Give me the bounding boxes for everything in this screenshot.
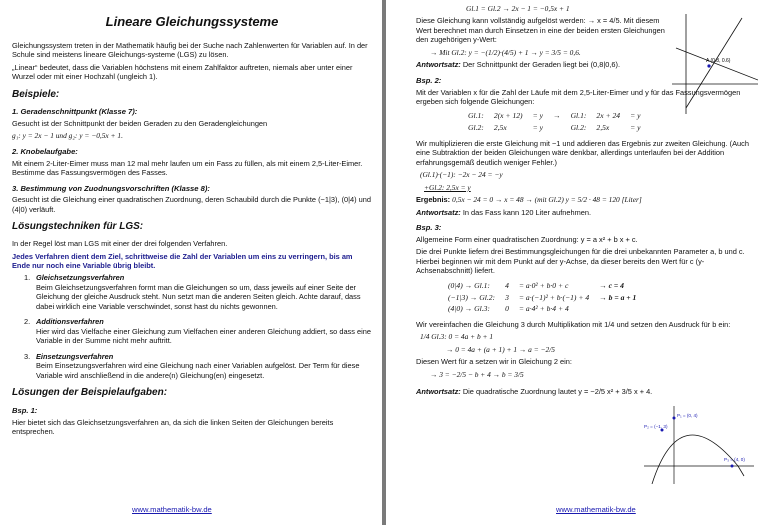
eq-left: 2,5x	[596, 123, 610, 133]
eq-left: 2,5x	[493, 123, 507, 133]
equation-mit-gl2: → Mit Gl.2: y = −(1/2)·(4/5) + 1 → y = 3/5 = 0,6.	[430, 47, 581, 57]
method-number: 2.	[24, 317, 31, 327]
bsp3-text-1: Allgemeine Form einer quadratischen Zuordnung: y = a x² + b x + c.	[416, 234, 638, 244]
method-item	[24, 352, 372, 380]
eq-right: = a·4² + b·4 + 4	[518, 304, 569, 314]
intro-paragraph-1: Gleichungssystem treten in der Mathematik häufig bei der Suche nach Zahlenwerten für Variablen auf. In der Schule sind meistens lineare Gleichungs-systeme (LGS) zu lösen.	[12, 40, 368, 60]
equation-row	[464, 123, 645, 133]
text-aufloesen: Diese Gleichung kann vollständig aufgelöst werden: → x = 4/5. Mit diesem Wert berechnet man durch Einsetzen in eine der beiden ersten Gleichungen den zugehörigen y-Wert:	[416, 16, 665, 45]
method-number: 1.	[24, 273, 31, 283]
bsp3-calc-3: → 3 = −2/5 − b + 4 → b = 3/5	[430, 369, 524, 379]
antwortsatz-label: Antwortsatz:	[416, 207, 461, 217]
method-item	[24, 273, 372, 311]
eq-right: = y	[630, 123, 641, 133]
method-title: Additionsverfahren	[36, 317, 104, 327]
bsp3-text-3: Wir vereinfachen die Gleichung 3 durch Multiplikation mit 1/4 und setzen den Ausdruck für b ein:	[416, 319, 731, 329]
eq-label: Gl.2:	[468, 123, 484, 133]
eq-label: Gl.1:	[570, 111, 587, 121]
method-text: Beim Einsetzungsverfahren wird eine Gleichung nach einer Variablen aufgelöst. Der Term für diese Variable wird anschließend in die andere(n) Gleichung(en) eingesetzt.	[36, 361, 360, 380]
antwortsatz-1-text: Der Schnittpunkt der Geraden liegt bei (0,8|0,6).	[462, 60, 621, 70]
eq-label: Gl.1:	[468, 111, 484, 121]
method-number: 3.	[24, 351, 31, 361]
bsp3-text-4: Diesen Wert für a setzen wir in Gleichung 2 ein:	[416, 357, 572, 367]
bsp3-text-2: Die drei Punkte liefern drei Bestimmungsgleichungen für die drei unbekannten Parameter a, b und c. Hierbei beginnen wir mit dem Punkt auf der y-Achse, da dieser bereits den Wert für c (y-Achsenabschnitt) liefert.	[416, 247, 745, 276]
eq-result: → b = a + 1	[599, 292, 637, 302]
bsp3-calc-2: → 0 = 4a + (a + 1) + 1 → a = −2/5	[446, 344, 555, 354]
eq-right: = a·0² + b·0 + c	[518, 280, 569, 290]
example-2-text: Mit einem 2-Liter-Eimer muss man 12 mal mehr laufen um ein Fass zu füllen, als mit einem 2,5-Liter-Eimer. Bestimme das Fassungsvermögen des Fasses.	[12, 158, 363, 178]
example-3-text: Gesucht ist die Gleichung einer quadratischen Zuordnung, deren Schaubild durch die Punkte (−1|3), (0|4) und (4|0) verläuft.	[12, 195, 372, 214]
eq-arrow: →	[552, 111, 561, 121]
method-item	[24, 317, 372, 345]
bsp2-calc-2: +Gl.2: 2,5x = y	[424, 182, 471, 192]
antwortsatz-3-text: Die quadratische Zuordnung lautet y = −2/5 x² + 3/5 x + 4.	[462, 387, 653, 397]
eq-point: (4|0) → Gl.3:	[448, 304, 490, 314]
bsp2-text: Mit der Variablen x für die Zahl der Läufe mit dem 2,5-Liter-Eimer und y für das Fassungsvermögen ergeben sich folgende Gleichungen:	[416, 87, 741, 106]
bsp1-heading: Bsp. 1:	[12, 405, 38, 415]
antwortsatz-2-text: In das Fass kann 120 Liter aufnehmen.	[462, 207, 592, 217]
eq-left: 0	[505, 304, 509, 314]
eq-left: 2(x + 12)	[493, 111, 523, 121]
p3-label: P₃ = (4, 0)	[724, 457, 745, 462]
line-graph	[672, 14, 758, 114]
bsp2-text-2: Wir multiplizieren die erste Gleichung mit −1 und addieren das Ergebnis zur zweiten Gleichung. (Auch eine Subtraktion der beiden Gleichungen wäre denkbar, allerdings unterlaufen bei der Addition erfahrungsgemäß deutlich weniger Fehler.)	[416, 138, 749, 167]
left-page	[0, 0, 382, 525]
beispiele-heading: Beispiele:	[12, 88, 60, 100]
eq-point: (−1|3) → Gl.2:	[448, 292, 496, 302]
methods-list	[24, 273, 372, 380]
intro-paragraph-2: „Linear“ bedeutet, dass die Variablen höchstens mit einem Zahlfaktor auftreten, niemals aber unter einer Wurzel oder mit einer Hochzahl (ungleich 1).	[12, 62, 353, 82]
method-text: Hier wird das Vielfache einer Gleichung zum Vielfachen einer anderen Gleichung addiert, so dass eine Variable in der Summe nicht mehr auftritt.	[36, 326, 371, 346]
method-title: Gleichsetzungsverfahren	[36, 273, 125, 283]
intersection-point	[707, 64, 710, 67]
example-3-heading: 3. Bestimmung von Zuodnungsvorschriften (Klasse 8):	[12, 183, 210, 193]
eq-arrow	[549, 123, 565, 133]
footer-link[interactable]: www.mathematik-bw.de	[556, 505, 636, 515]
bsp2-equations	[462, 109, 647, 134]
eq-left: 4	[505, 280, 509, 290]
eq-label: Gl.2:	[570, 123, 587, 133]
page-title: Lineare Gleichungssysteme	[105, 14, 279, 29]
eq-left: 2x + 24	[596, 111, 621, 121]
eq-result: → c = 4	[599, 280, 624, 290]
bsp3-heading: Bsp. 3:	[416, 223, 442, 233]
equation-gl1-gl2: Gl.1 = Gl.2 → 2x − 1 = −0,5x + 1	[466, 4, 570, 13]
loesungen-heading: Lösungen der Beispielaufgaben:	[12, 387, 168, 399]
p1-label: P₁ = (0, 4)	[677, 413, 698, 418]
bsp2-heading: Bsp. 2:	[416, 75, 442, 85]
point-p3	[731, 465, 734, 468]
equation-row	[464, 111, 645, 121]
eq-right: = y	[532, 111, 543, 121]
techniken-heading: Lösungstechniken für LGS:	[12, 221, 144, 233]
eq-point: (0|4) → Gl.1:	[448, 280, 490, 290]
example-1-equations: g₁: y = 2x − 1 und g₂: y = −0,5x + 1.	[12, 131, 123, 141]
right-page	[386, 0, 768, 525]
example-1-heading: 1. Geradenschnittpunkt (Klasse 7):	[12, 107, 138, 117]
intersection-label: A (0.8, 0.6)	[706, 58, 731, 64]
method-title: Einsetzungsverfahren	[36, 351, 114, 361]
example-1-text: Gesucht ist der Schnittpunkt der beiden Geraden zu den Geradengleichungen	[12, 119, 268, 129]
techniken-text: In der Regel löst man LGS mit einer der drei folgenden Verfahren.	[12, 239, 228, 249]
eq-result	[595, 304, 640, 314]
eq-left: 3	[505, 292, 509, 302]
line-g2	[676, 48, 758, 80]
bsp2-calc-1: (Gl.1)·(−1): −2x − 24 = −y	[420, 170, 503, 180]
equation-row	[444, 293, 640, 303]
method-text: Beim Gleichsetzungsverfahren formt man die Gleichungen so um, dass jeweils auf einer Seite der Gleichung der gleiche Ausdruck steht. Nun setzt man die anderen Seiten gleich. Achte darauf, dass dabei wirklich eine Variable verschwindet, sonst hast du nichts gewonnen.	[36, 282, 361, 311]
equation-row	[444, 304, 640, 314]
eq-right: = y	[532, 123, 543, 133]
ergebnis-text: 0,5x − 24 = 0 → x = 48 → (mit Gl.2) y = 5/2 · 48 = 120 [Liter]	[452, 195, 642, 205]
eq-right: = a·(−1)² + b·(−1) + 4	[518, 292, 590, 302]
point-p1	[673, 417, 676, 420]
bsp3-calc-1: 1/4 Gl.3: 0 = 4a + b + 1	[420, 332, 494, 342]
ziel-text: Jedes Verfahren dient dem Ziel, schrittweise die Zahl der Variablen um eins zu verringern, bis am Ende nur noch eine Variable übrig bleibt.	[12, 251, 353, 270]
footer-link[interactable]: www.mathematik-bw.de	[132, 505, 212, 515]
antwortsatz-label: Antwortsatz:	[416, 60, 461, 70]
bsp1-text: Hier bietet sich das Gleichsetzungsverfahren an, da sich die linken Seiten der Gleichungen bereits entsprechen.	[12, 417, 334, 437]
equation-row	[444, 281, 640, 291]
bsp3-equations	[442, 279, 642, 316]
example-2-heading: 2. Knobelaufgabe:	[12, 146, 78, 156]
ergebnis-label: Ergebnis:	[416, 195, 451, 205]
parabola-graph	[644, 406, 754, 484]
eq-right: = y	[630, 111, 641, 121]
antwortsatz-label: Antwortsatz:	[416, 387, 461, 397]
p2-label: P₂ = (−1, 3)	[644, 424, 668, 429]
